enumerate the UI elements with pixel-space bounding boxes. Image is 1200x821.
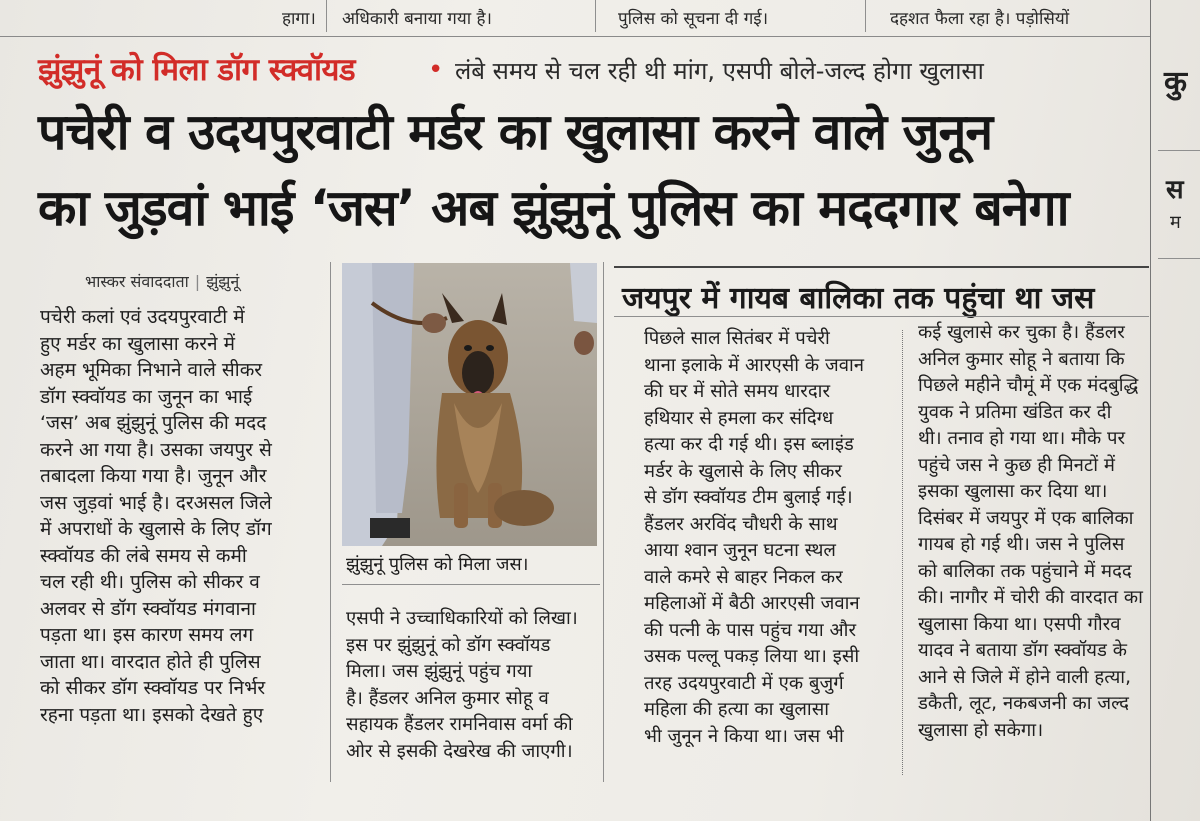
dog-photo [342, 263, 597, 546]
text-line: डॉग स्क्वॉयड का जुनून का भाई [40, 385, 253, 408]
text-line: खुलासा हो सकेगा। [918, 719, 1044, 741]
edge-text-1: कु [1164, 65, 1188, 100]
text-line: पचेरी कलां एवं उदयपुरवाटी में [40, 306, 245, 328]
text-line: हैंडलर अरविंद चौधरी के साथ [644, 513, 838, 535]
text-line: मिला। जस झुंझुनूं पहुंच गया [346, 661, 533, 682]
text-line: उसक पल्लू पकड़ लिया था। इसी [644, 646, 860, 667]
page-edge-rule [1150, 0, 1151, 821]
strip-text-2: अधिकारी बनाया गया है। [342, 9, 492, 29]
text-line: की घर में सोते समय धारदार [644, 381, 831, 402]
headline-line-2: का जुड़वां भाई ‘जस’ अब झुंझुनूं पुलिस का मददगार बनेगा [38, 179, 1069, 237]
byline-separator: | [194, 272, 201, 291]
text-line: की। नागौर में चोरी की वारदात का [918, 587, 1143, 608]
text-line: तरह उदयपुरवाटी में एक बुजुर्ग [644, 672, 844, 694]
text-line: हथियार से हमला कर संदिग्ध [644, 407, 834, 429]
text-line: वाले कमरे से बाहर निकल कर [644, 566, 843, 588]
text-line: पिछले महीने चौमूं में एक मंदबुद्धि [918, 375, 1139, 396]
previous-article-strip [0, 0, 1150, 37]
text-line: डकैती, लूट, नकबजनी का जल्द [918, 693, 1129, 714]
kicker-bullet: • [428, 55, 444, 85]
kicker-subtitle: लंबे समय से चल रही थी मांग, एसपी बोले-जल्द होगा खुलासा [455, 57, 984, 85]
adjacent-article-edge [1152, 0, 1200, 821]
text-line: चल रही थी। पुलिस को सीकर व [40, 571, 260, 593]
text-line: आने से जिले में होने वाली हत्या, [918, 666, 1131, 688]
text-line: युवक ने प्रतिमा खंडित कर दी [918, 401, 1112, 423]
photo-caption: झुंझुनूं पुलिस को मिला जस। [346, 554, 529, 575]
text-line: पड़ता था। इस कारण समय लग [40, 624, 254, 646]
text-line: अलवर से डॉग स्क्वॉयड मंगवाना [40, 597, 256, 620]
column-divider [603, 262, 604, 782]
article-column-4 [918, 320, 1143, 744]
text-line: हत्या कर दी गई थी। इस ब्लाइंड [644, 434, 854, 455]
strip-text-3: पुलिस को सूचना दी गई। [618, 9, 769, 29]
text-line: पहुंचे जस ने कुछ ही मिनटों में [918, 454, 1115, 476]
text-line: थाना इलाके में आरएसी के जवान [644, 354, 865, 376]
text-line: खुलासा किया था। एसपी गौरव [918, 613, 1121, 635]
text-line: अहम भूमिका निभाने वाले सीकर [40, 359, 263, 381]
text-line: भी जुनून ने किया था। जस भी [644, 725, 844, 747]
strip-divider [865, 0, 866, 32]
subhead-rule [614, 266, 1149, 268]
text-line: सहायक हैंडलर रामनिवास वर्मा की [346, 714, 573, 735]
text-line: महिला की हत्या का खुलासा [644, 699, 830, 720]
text-line: थी। तनाव हो गया था। मौके पर [918, 428, 1126, 449]
article-column-2 [346, 606, 578, 765]
byline [85, 270, 239, 292]
strip-text-1: हागा। [282, 9, 316, 29]
text-line: महिलाओं में बैठी आरएसी जवान [644, 593, 860, 614]
text-line: पिछले साल सितंबर में पचेरी [644, 328, 830, 349]
text-line: कई खुलासे कर चुका है। हैंडलर [918, 322, 1125, 343]
text-line: में अपराधों के खुलासे के लिए डॉग [40, 518, 272, 540]
text-line: ‘जस’ अब झुंझुनूं पुलिस की मदद [40, 412, 267, 434]
text-line: को बालिका तक पहुंचाने में मदद [918, 560, 1132, 582]
strip-divider [595, 0, 596, 32]
text-line: इस पर झुंझुनूं को डॉग स्क्वॉयड [346, 634, 551, 656]
text-line: जाता था। वारदात होते ही पुलिस [40, 650, 261, 673]
text-line: की पत्नी के पास पहुंच गया और [644, 619, 857, 641]
article-column-3 [644, 326, 864, 750]
text-line: एसपी ने उच्चाधिकारियों को लिखा। [346, 608, 578, 629]
text-line: यादव ने बताया डॉग स्क्वॉयड के [918, 640, 1128, 661]
text-line: है। हैंडलर अनिल कुमार सोहू व [346, 687, 549, 709]
edge-rule [1158, 258, 1200, 259]
text-line: स्क्वॉयड की लंबे समय से कमी [40, 544, 247, 567]
text-line: हुए मर्डर का खुलासा करने में [40, 332, 235, 355]
edge-text-2: स [1166, 175, 1184, 205]
edge-rule [1158, 150, 1200, 151]
byline-author: भास्कर संवाददाता [85, 272, 189, 291]
edge-text-3: म [1170, 212, 1181, 233]
column-divider [902, 330, 903, 775]
text-line: गायब हो गई थी। जस ने पुलिस [918, 534, 1125, 555]
kicker-label: झुंझुनूं को मिला डॉग स्क्वॉयड [38, 52, 356, 88]
headline-line-1: पचेरी व उदयपुरवाटी मर्डर का खुलासा करने वाले जुनून [38, 103, 993, 161]
text-line: जस जुड़वां भाई है। दरअसल जिले [40, 491, 272, 514]
caption-rule [342, 584, 600, 585]
strip-text-4: दहशत फैला रहा है। पड़ोसियों [890, 9, 1070, 29]
dog-photo-illustration [342, 263, 597, 546]
text-line: करने आ गया है। उसका जयपुर से [40, 438, 272, 461]
text-line: तबादला किया गया है। जुनून और [40, 465, 267, 487]
byline-place: झुंझुनूं [206, 272, 240, 291]
text-line: ओर से इसकी देखरेख की जाएगी। [346, 740, 573, 762]
text-line: रहना पड़ता था। इसको देखते हुए [40, 703, 264, 726]
text-line: मर्डर के खुलासे के लिए सीकर [644, 460, 842, 482]
subhead-rule-bottom [614, 316, 1149, 317]
text-line: अनिल कुमार सोहू ने बताया कि [918, 348, 1125, 370]
text-line: आया श्वान जुनून घटना स्थल [644, 540, 836, 561]
text-line: दिसंबर में जयपुर में एक बालिका [918, 507, 1134, 529]
column-divider [330, 262, 331, 782]
text-line: से डॉग स्क्वॉयड टीम बुलाई गई। [644, 487, 853, 508]
text-line: को सीकर डॉग स्क्वॉयड पर निर्भर [40, 677, 266, 699]
sidebar-subheading: जयपुर में गायब बालिका तक पहुंचा था जस [622, 281, 1095, 316]
text-line: इसका खुलासा कर दिया था। [918, 481, 1108, 502]
article-column-1 [40, 304, 272, 728]
strip-divider [326, 0, 327, 32]
